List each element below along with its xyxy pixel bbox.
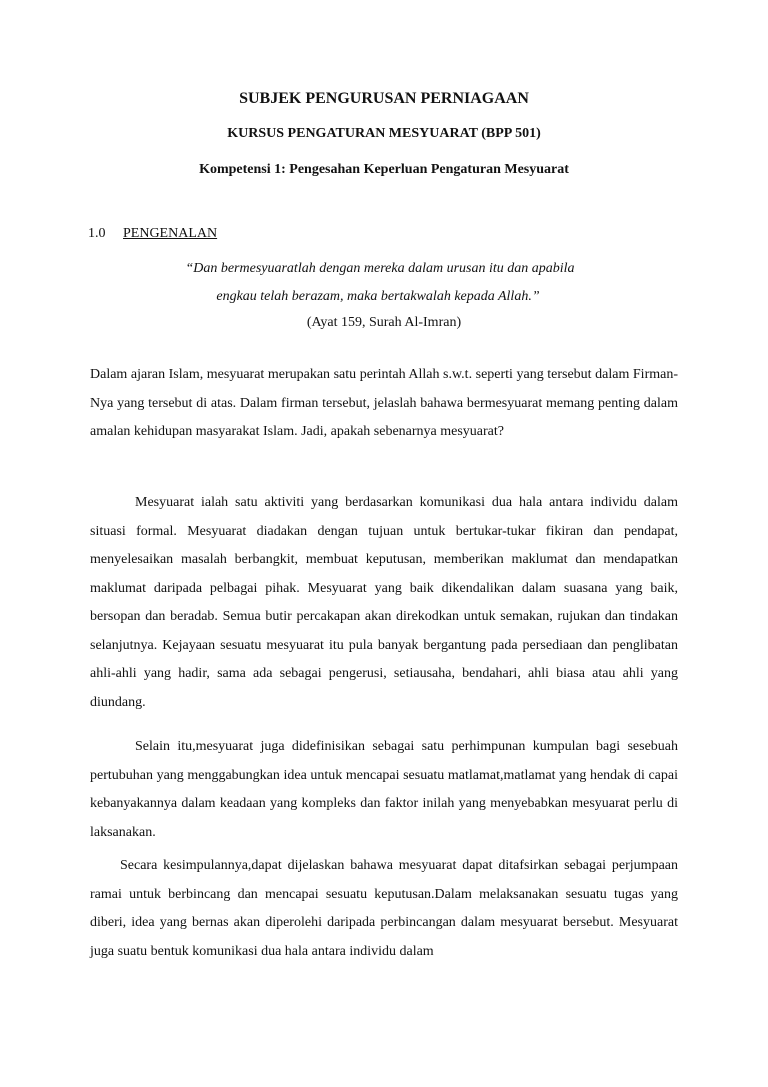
- quote-line-2: engkau telah berazam, maka bertakwalah kepada Allah.”: [216, 289, 540, 304]
- paragraph-3: Selain itu,mesyuarat juga didefinisikan sebagai satu perhimpunan kumpulan bagi sesebuah pertubuhan yang menggabungkan idea untuk mencapai sesuatu matlamat,matlamat yang hendak di capai kebanyakannya dalam keadaan yang kompleks dan faktor inilah yang menyebabkan mesyuarat perlu di laksanakan.: [90, 739, 678, 840]
- paragraph-2: Mesyuarat ialah satu aktiviti yang berdasarkan komunikasi dua hala antara individu dalam situasi formal. Mesyuarat diadakan dengan tujuan untuk bertukar-tukar fikiran dan pendapat, menyelesaikan masalah berbangkit, membuat keputusan, memberikan maklumat dan mendapatkan maklumat daripada pelbagai pihak. Mesyuarat yang baik dikendalikan dalam suasana yang baik, bersopan dan beradab. Semua butir percakapan akan direkodkan untuk semakan, rujukan dan tindakan selanjutnya. Kejayaan sesuatu mesyuarat itu pula banyak bergantung pada persediaan dan penglibatan ahli-ahli yang hadir, sama ada sebagai pengerusi, setiausaha, bendahari, ahli biasa atau ahli yang diundang.: [90, 495, 678, 710]
- document-title: SUBJEK PENGURUSAN PERNIAGAAN: [239, 90, 529, 107]
- section-number: 1.0: [88, 226, 106, 241]
- section-label: PENGENALAN: [123, 226, 218, 241]
- paragraph-1: Dalam ajaran Islam, mesyuarat merupakan satu perintah Allah s.w.t. seperti yang tersebut dalam Firman-Nya yang tersebut di atas. Dalam firman tersebut, jelaslah bahawa bermesyuarat memang penting dalam amalan kehidupan masyarakat Islam. Jadi, apakah sebenarnya mesyuarat?: [90, 367, 678, 439]
- quote-line-1: “Dan bermesyuaratlah dengan mereka dalam urusan itu dan apabila: [185, 261, 575, 276]
- course-title: KURSUS PENGATURAN MESYUARAT (BPP 501): [227, 126, 541, 141]
- section-heading: [88, 226, 217, 242]
- quote-citation: (Ayat 159, Surah Al-Imran): [306, 315, 462, 330]
- competency-title: Kompetensi 1: Pengesahan Keperluan Pengaturan Mesyuarat: [199, 162, 569, 177]
- paragraph-4: Secara kesimpulannya,dapat dijelaskan bahawa mesyuarat dapat ditafsirkan sebagai perjumpaan ramai untuk berbincang dan mencapai sesuatu keputusan.Dalam melaksanakan sesuatu tugas yang diberi, idea yang bernas akan diperolehi daripada perbincangan dalam mesyuarat bersebut. Mesyuarat juga suatu bentuk komunikasi dua hala antara individu dalam: [90, 858, 678, 959]
